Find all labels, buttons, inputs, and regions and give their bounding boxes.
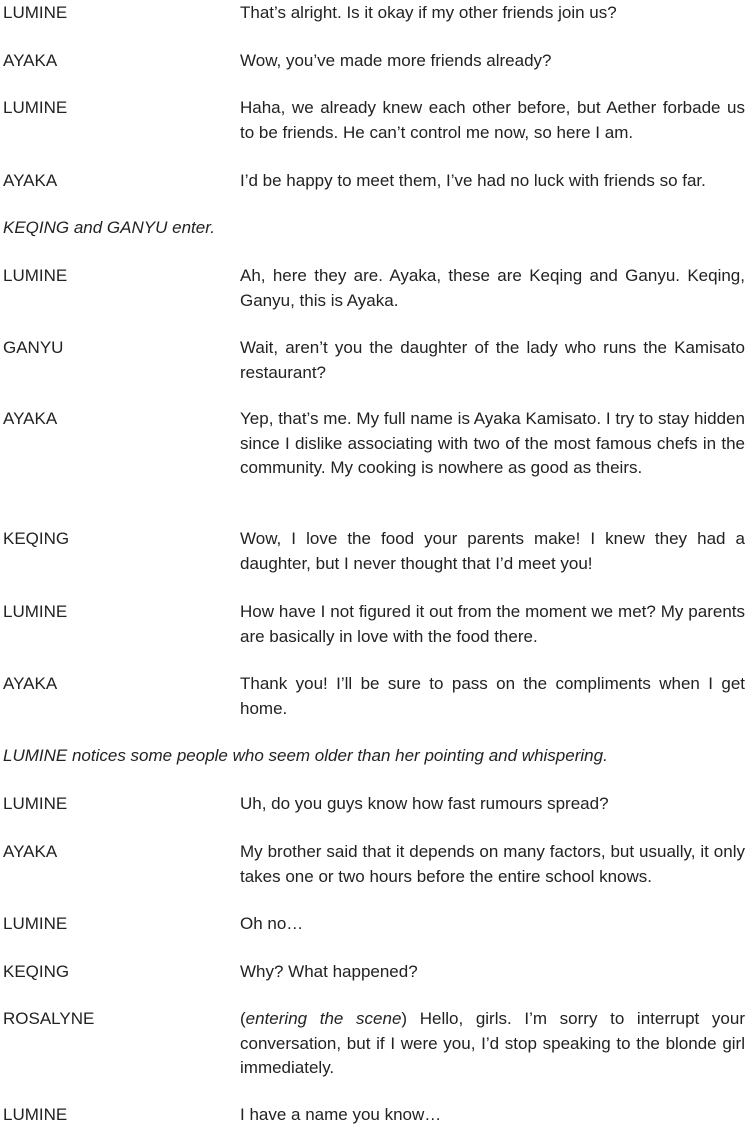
dialogue-line: Thank you! I’ll be sure to pass on the compliments when I get home. — [240, 674, 745, 718]
speaker-name: AYAKA — [3, 51, 58, 70]
speaker-name: LUMINE — [3, 3, 68, 22]
speaker-name: LUMINE — [3, 266, 68, 285]
dialogue-line: Ah, here they are. Ayaka, these are Keqing and Ganyu. Keqing, Ganyu, this is Ayaka. — [240, 266, 745, 310]
dialogue-line: I have a name you know… — [240, 1105, 442, 1124]
dialogue-line: Wait, aren’t you the daughter of the lady who runs the Kamisato restaurant? — [240, 338, 745, 382]
dialogue-text: Hello, girls. I’m sorry to interrupt your conversation, but if I were you, I’d stop speaking to the blonde girl immediately. — [240, 1009, 745, 1077]
dialogue-line: I’d be happy to meet them, I’ve had no luck with friends so far. — [240, 171, 706, 190]
speaker-name: AYAKA — [3, 842, 58, 861]
dialogue-line: My brother said that it depends on many factors, but usually, it only takes one or two hours before the entire school knows. — [240, 842, 745, 886]
dialogue-line: Yep, that’s me. My full name is Ayaka Kamisato. I try to stay hidden since I dislike associating with two of the most famous chefs in the community. My cooking is nowhere as good as theirs. — [240, 409, 745, 477]
dialogue-line: That’s alright. Is it okay if my other friends join us? — [240, 3, 617, 22]
speaker-name: KEQING — [3, 529, 70, 548]
speaker-name: ROSALYNE — [3, 1009, 95, 1028]
speaker-name: LUMINE — [3, 1105, 68, 1124]
speaker-name: AYAKA — [3, 409, 58, 428]
speaker-name: KEQING — [3, 962, 70, 981]
dialogue-line: Wow, you’ve made more friends already? — [240, 51, 552, 70]
dialogue-line: (entering the scene) Hello, girls. I’m sorry to interrupt your conversation, but if I were you, I’d stop speaking to the blonde girl immediately. — [240, 1009, 745, 1077]
stage-direction-text: KEQING and GANYU enter. — [3, 218, 215, 237]
dialogue-line: Why? What happened? — [240, 962, 418, 981]
dialogue-line: Haha, we already knew each other before, but Aether forbade us to be friends. He can’t control me now, so here I am. — [240, 98, 745, 142]
dialogue-line: Wow, I love the food your parents make! I knew they had a daughter, but I never thought that I’d meet you! — [240, 529, 745, 573]
speaker-name: LUMINE — [3, 98, 68, 117]
dialogue-line: Uh, do you guys know how fast rumours spread? — [240, 794, 609, 813]
speaker-name: AYAKA — [3, 171, 58, 190]
speaker-name: LUMINE — [3, 602, 68, 621]
stage-direction-text: LUMINE notices some people who seem older than her pointing and whispering. — [3, 746, 608, 765]
speaker-name: AYAKA — [3, 674, 58, 693]
speaker-name: LUMINE — [3, 794, 68, 813]
speaker-name: GANYU — [3, 338, 64, 357]
dialogue-line: Oh no… — [240, 914, 304, 933]
parenthetical-aside: entering the scene — [245, 1009, 402, 1028]
dialogue-line: How have I not figured it out from the moment we met? My parents are basically in love with the food there. — [240, 602, 745, 646]
speaker-name: LUMINE — [3, 914, 68, 933]
